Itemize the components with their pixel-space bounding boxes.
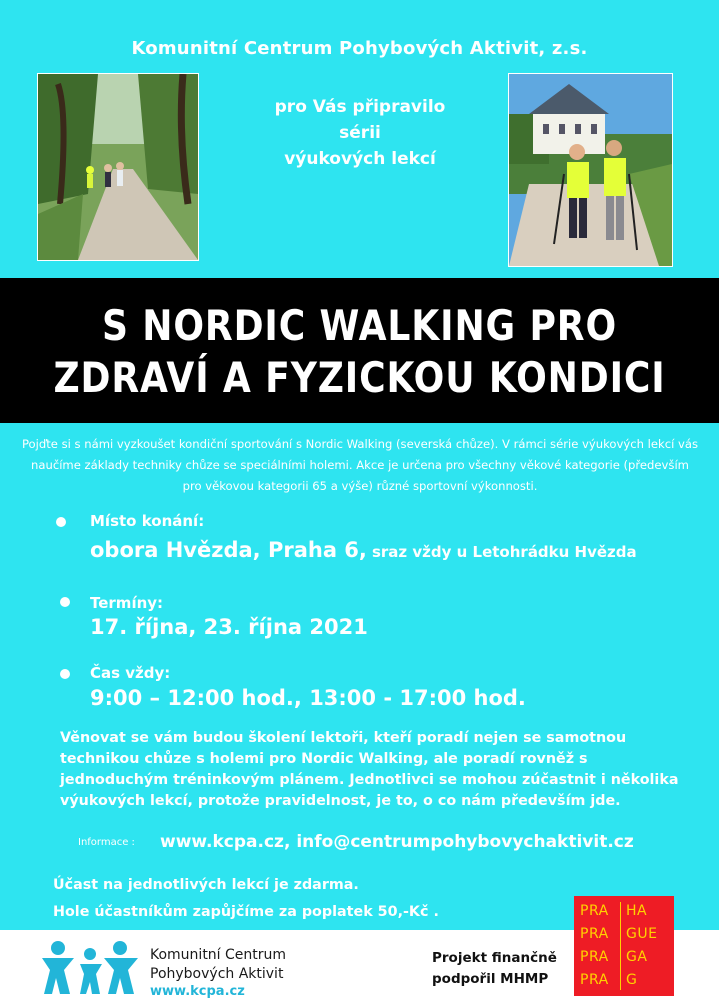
dates-value: 17. října, 23. října 2021 xyxy=(90,615,368,639)
info-links[interactable]: www.kcpa.cz, info@centrumpohybovychaktivit.cz xyxy=(160,832,634,852)
prague-left-1: PRA xyxy=(580,903,609,919)
kcpa-logo-name xyxy=(150,946,286,984)
time-value: 9:00 – 12:00 hod., 13:00 - 17:00 hod. xyxy=(90,686,526,710)
prague-right-2: GUE xyxy=(626,926,658,942)
prague-left-3: PRA xyxy=(580,949,609,965)
poles-note: Hole účastníkům zapůjčíme za poplatek 50,-Kč . xyxy=(53,904,439,920)
prague-left-2: PRA xyxy=(580,926,609,942)
bullet-dates xyxy=(60,597,70,607)
project-line-2: podpořil MHMP xyxy=(432,971,549,987)
headline-banner xyxy=(0,278,719,423)
headline-line-2: ZDRAVÍ A FYZICKOU KONDICI xyxy=(53,353,666,402)
prague-right-4: G xyxy=(626,972,638,988)
photo-walkers-letohradek xyxy=(508,73,673,267)
kcpa-logo-icon xyxy=(40,940,140,1000)
prague-logo-right-column xyxy=(626,900,657,992)
project-line-1: Projekt finančně xyxy=(432,950,557,966)
event-description: Pojďte si s námi vyzkoušet kondiční sportování s Nordic Walking (severská chůze). V rámci série výukových lekcí vás naučíme základy techniky chůze se speciálními holemi. Akce je určena pro všechny věkové kategorie (především pro věkovou kategorii 65 a výše) různé sportovní výkonnosti. xyxy=(21,437,698,493)
headline-line-1: S NORDIC WALKING PRO xyxy=(101,301,618,350)
time-label: Čas vždy: xyxy=(90,664,171,682)
prague-right-3: GA xyxy=(626,949,648,965)
intro-line-1: pro Vás připravilo xyxy=(274,97,446,117)
photo-park-path xyxy=(37,73,199,261)
mhmp-support-note xyxy=(432,948,557,990)
free-note: Účast na jednotlivých lekcí je zdarma. xyxy=(53,877,359,893)
place-value: obora Hvězda, Praha 6, xyxy=(90,538,367,562)
bullet-time xyxy=(60,669,70,679)
participation-notes xyxy=(53,872,439,926)
organization-title: Komunitní Centrum Pohybových Aktivit, z.s. xyxy=(131,38,588,59)
prague-logo-divider xyxy=(620,902,621,990)
intro-line-2: sérii xyxy=(339,123,381,143)
prague-right-1: HA xyxy=(626,903,648,919)
praha-prague-logo xyxy=(574,896,674,996)
place-meeting-point: sraz vždy u Letohrádku Hvězda xyxy=(371,543,637,561)
logo-line-2: Pohybových Aktivit xyxy=(150,966,284,982)
dates-label: Termíny: xyxy=(90,594,164,612)
intro-text xyxy=(210,94,510,172)
place-row xyxy=(90,538,637,562)
bullet-place xyxy=(56,517,66,527)
prague-logo-left-column xyxy=(580,900,609,992)
kcpa-logo-url[interactable]: www.kcpa.cz xyxy=(150,984,245,999)
logo-line-1: Komunitní Centrum xyxy=(150,947,287,963)
prague-left-4: PRA xyxy=(580,972,609,988)
info-label: Informace : xyxy=(78,837,135,848)
place-label: Místo konání: xyxy=(90,512,205,530)
lecturers-paragraph: Věnovat se vám budou školení lektoři, kteří poradí nejen se samotnou technikou chůze s holemi pro Nordic Walking, ale poradí rovněž s jednoduchým tréninkovým plánem. Jednotlivci se mohou zúčastnit i několika výukových lekcí, protože pravidelnost, je to, o co nám především jde. xyxy=(60,730,679,809)
intro-line-3: výukových lekcí xyxy=(284,149,436,169)
